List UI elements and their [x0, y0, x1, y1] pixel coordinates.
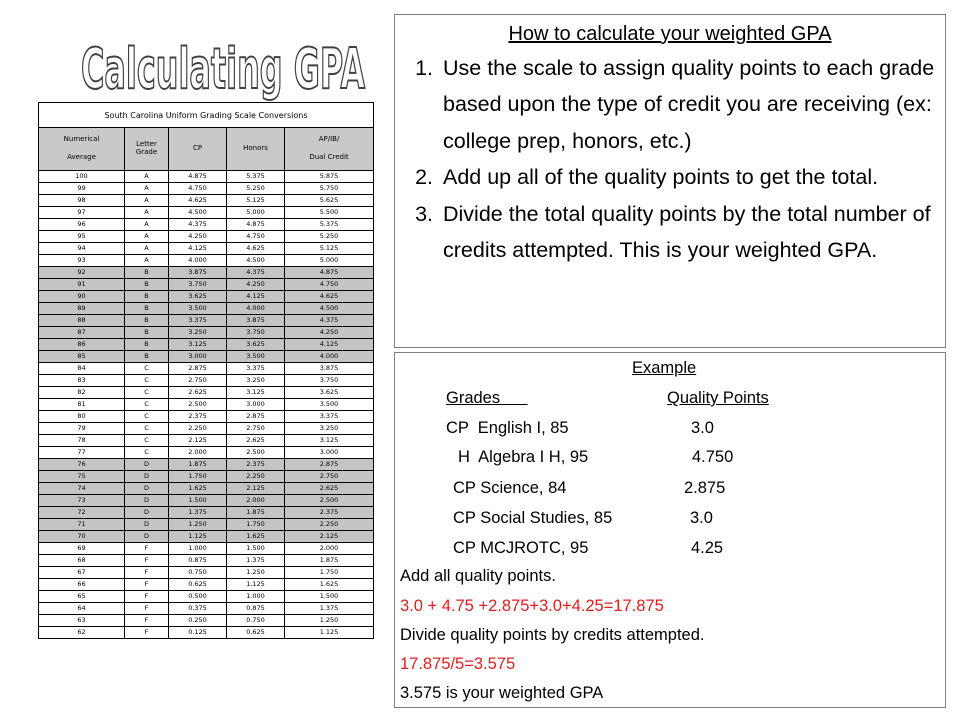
table-row — [39, 315, 374, 327]
cell-honors: 2.000 — [227, 495, 285, 507]
cell-ap: 2.500 — [285, 495, 374, 507]
table-row — [39, 531, 374, 543]
cell-numerical: 73 — [39, 495, 125, 507]
example-course: CP English I, 85 — [446, 419, 569, 437]
cell-ap: 4.625 — [285, 291, 374, 303]
cell-numerical: 99 — [39, 183, 125, 195]
example-course: CP Social Studies, 85 — [453, 509, 613, 527]
cell-letter: F — [125, 591, 169, 603]
cell-ap: 1.875 — [285, 555, 374, 567]
header-ap-dual — [285, 128, 374, 171]
cell-numerical: 95 — [39, 231, 125, 243]
cell-letter: B — [125, 315, 169, 327]
table-row — [39, 351, 374, 363]
cell-honors: 4.875 — [227, 219, 285, 231]
cell-ap: 1.500 — [285, 591, 374, 603]
cell-ap: 5.125 — [285, 243, 374, 255]
cell-numerical: 72 — [39, 507, 125, 519]
cell-letter: D — [125, 507, 169, 519]
cell-numerical: 76 — [39, 459, 125, 471]
table-row — [39, 171, 374, 183]
header-letter-grade — [125, 128, 169, 171]
cell-cp: 4.125 — [169, 243, 227, 255]
table-caption: South Carolina Uniform Grading Scale Conversions — [39, 103, 374, 128]
table-row — [39, 243, 374, 255]
cell-cp: 1.625 — [169, 483, 227, 495]
grading-scale-table-wrap — [38, 102, 373, 707]
cell-numerical: 71 — [39, 519, 125, 531]
cell-numerical: 66 — [39, 579, 125, 591]
table-row — [39, 423, 374, 435]
cell-numerical: 85 — [39, 351, 125, 363]
cell-letter: F — [125, 555, 169, 567]
example-course: H Algebra I H, 95 — [458, 448, 589, 466]
cell-ap: 2.750 — [285, 471, 374, 483]
cell-letter: F — [125, 579, 169, 591]
cell-cp: 1.750 — [169, 471, 227, 483]
example-divide-text: Divide quality points by credits attempted. — [400, 626, 705, 644]
table-row — [39, 363, 374, 375]
table-row — [39, 399, 374, 411]
cell-letter: A — [125, 171, 169, 183]
cell-cp: 4.750 — [169, 183, 227, 195]
cell-numerical: 65 — [39, 591, 125, 603]
cell-honors: 2.500 — [227, 447, 285, 459]
cell-cp: 3.750 — [169, 279, 227, 291]
howto-step: 1. Use the scale to assign quality points to each grade based upon the type of credit you are receiving (ex: college prep, honors, etc.) — [439, 50, 945, 159]
cell-letter: A — [125, 255, 169, 267]
cell-numerical: 100 — [39, 171, 125, 183]
header-ap-line2: Dual Credit — [309, 153, 349, 161]
cell-cp: 3.375 — [169, 315, 227, 327]
cell-letter: C — [125, 399, 169, 411]
table-row — [39, 519, 374, 531]
cell-honors: 1.875 — [227, 507, 285, 519]
cell-honors: 5.250 — [227, 183, 285, 195]
table-row — [39, 327, 374, 339]
cell-numerical: 75 — [39, 471, 125, 483]
cell-letter: B — [125, 291, 169, 303]
example-points: 3.0 — [691, 419, 714, 437]
cell-honors: 4.625 — [227, 243, 285, 255]
cell-honors: 4.750 — [227, 231, 285, 243]
cell-honors: 5.000 — [227, 207, 285, 219]
header-letter-label: Letter Grade — [135, 140, 158, 156]
cell-cp: 2.500 — [169, 399, 227, 411]
table-row — [39, 471, 374, 483]
cell-letter: C — [125, 375, 169, 387]
example-result: 3.575 is your weighted GPA — [400, 684, 604, 702]
cell-ap: 2.375 — [285, 507, 374, 519]
cell-letter: F — [125, 567, 169, 579]
table-row — [39, 567, 374, 579]
cell-numerical: 78 — [39, 435, 125, 447]
example-col-grades — [446, 389, 528, 408]
cell-ap: 5.000 — [285, 255, 374, 267]
cell-ap: 5.875 — [285, 171, 374, 183]
cell-ap: 2.125 — [285, 531, 374, 543]
cell-letter: C — [125, 387, 169, 399]
cell-ap: 4.000 — [285, 351, 374, 363]
cell-ap: 4.875 — [285, 267, 374, 279]
example-divide-calc: 17.875/5=3.575 — [400, 655, 516, 673]
table-row — [39, 291, 374, 303]
cell-honors: 1.125 — [227, 579, 285, 591]
header-cp: CP — [169, 128, 227, 171]
cell-numerical: 94 — [39, 243, 125, 255]
table-row — [39, 195, 374, 207]
cell-honors: 1.250 — [227, 567, 285, 579]
header-honors: Honors — [227, 128, 285, 171]
cell-numerical: 83 — [39, 375, 125, 387]
cell-letter: F — [125, 627, 169, 639]
cell-cp: 2.750 — [169, 375, 227, 387]
example-course: CP MCJROTC, 95 — [453, 539, 589, 557]
cell-cp: 4.625 — [169, 195, 227, 207]
cell-cp: 2.375 — [169, 411, 227, 423]
page-title — [78, 26, 368, 106]
cell-honors: 5.375 — [227, 171, 285, 183]
cell-ap: 3.750 — [285, 375, 374, 387]
cell-letter: C — [125, 435, 169, 447]
example-points: 2.875 — [684, 479, 726, 497]
cell-cp: 0.375 — [169, 603, 227, 615]
cell-letter: B — [125, 351, 169, 363]
cell-ap: 2.875 — [285, 459, 374, 471]
cell-numerical: 81 — [39, 399, 125, 411]
example-add-calc: 3.0 + 4.75 +2.875+3.0+4.25=17.875 — [400, 597, 664, 615]
cell-cp: 4.250 — [169, 231, 227, 243]
cell-ap: 1.125 — [285, 627, 374, 639]
cell-numerical: 63 — [39, 615, 125, 627]
cell-ap: 5.375 — [285, 219, 374, 231]
table-row — [39, 375, 374, 387]
cell-ap: 3.500 — [285, 399, 374, 411]
table-row — [39, 507, 374, 519]
cell-honors: 2.625 — [227, 435, 285, 447]
table-row — [39, 255, 374, 267]
table-row — [39, 627, 374, 639]
example-add-text: Add all quality points. — [400, 567, 556, 585]
page-title-text: Calculating GPA — [81, 37, 366, 102]
cell-cp: 0.750 — [169, 567, 227, 579]
cell-cp: 0.500 — [169, 591, 227, 603]
example-heading: Example — [632, 359, 697, 377]
table-row — [39, 543, 374, 555]
cell-cp: 3.125 — [169, 339, 227, 351]
cell-numerical: 80 — [39, 411, 125, 423]
cell-cp: 2.000 — [169, 447, 227, 459]
cell-honors: 1.625 — [227, 531, 285, 543]
table-row — [39, 615, 374, 627]
cell-ap: 5.500 — [285, 207, 374, 219]
example-course: CP Science, 84 — [453, 479, 567, 497]
howto-step: 2. Add up all of the quality points to get the total. — [439, 159, 945, 195]
table-row — [39, 387, 374, 399]
cell-ap: 3.125 — [285, 435, 374, 447]
table-row — [39, 459, 374, 471]
cell-honors: 1.000 — [227, 591, 285, 603]
cell-numerical: 92 — [39, 267, 125, 279]
cell-ap: 4.250 — [285, 327, 374, 339]
cell-numerical: 67 — [39, 567, 125, 579]
cell-honors: 3.000 — [227, 399, 285, 411]
cell-cp: 4.875 — [169, 171, 227, 183]
howto-step: 3. Divide the total quality points by the total number of credits attempted. This is your weighted GPA. — [439, 196, 945, 269]
table-row — [39, 591, 374, 603]
cell-letter: C — [125, 423, 169, 435]
cell-ap: 3.000 — [285, 447, 374, 459]
howto-heading: How to calculate your weighted GPA — [508, 23, 832, 45]
cell-numerical: 70 — [39, 531, 125, 543]
cell-honors: 0.750 — [227, 615, 285, 627]
example-points: 3.0 — [690, 509, 713, 527]
table-row — [39, 555, 374, 567]
cell-numerical: 86 — [39, 339, 125, 351]
cell-cp: 2.875 — [169, 363, 227, 375]
cell-letter: B — [125, 339, 169, 351]
cell-ap: 3.375 — [285, 411, 374, 423]
cell-numerical: 64 — [39, 603, 125, 615]
cell-numerical: 97 — [39, 207, 125, 219]
cell-honors: 4.500 — [227, 255, 285, 267]
cell-letter: B — [125, 303, 169, 315]
cell-honors: 4.375 — [227, 267, 285, 279]
cell-letter: D — [125, 459, 169, 471]
cell-cp: 1.125 — [169, 531, 227, 543]
cell-cp: 3.250 — [169, 327, 227, 339]
cell-ap: 3.875 — [285, 363, 374, 375]
howto-panel — [394, 14, 946, 348]
cell-ap: 4.125 — [285, 339, 374, 351]
cell-cp: 3.000 — [169, 351, 227, 363]
cell-numerical: 69 — [39, 543, 125, 555]
table-row — [39, 183, 374, 195]
table-row — [39, 435, 374, 447]
cell-cp: 0.625 — [169, 579, 227, 591]
cell-ap: 4.500 — [285, 303, 374, 315]
cell-letter: C — [125, 411, 169, 423]
cell-letter: A — [125, 231, 169, 243]
table-row — [39, 219, 374, 231]
table-row — [39, 207, 374, 219]
cell-honors: 4.250 — [227, 279, 285, 291]
cell-honors: 0.625 — [227, 627, 285, 639]
cell-cp: 1.250 — [169, 519, 227, 531]
cell-ap: 1.375 — [285, 603, 374, 615]
table-row — [39, 267, 374, 279]
cell-letter: D — [125, 519, 169, 531]
cell-honors: 3.750 — [227, 327, 285, 339]
cell-letter: A — [125, 195, 169, 207]
cell-cp: 1.000 — [169, 543, 227, 555]
cell-cp: 3.500 — [169, 303, 227, 315]
cell-honors: 2.875 — [227, 411, 285, 423]
cell-cp: 0.250 — [169, 615, 227, 627]
example-col-points: Quality Points — [667, 389, 769, 407]
cell-ap: 2.000 — [285, 543, 374, 555]
cell-numerical: 90 — [39, 291, 125, 303]
grading-scale-body — [39, 171, 374, 639]
cell-numerical: 68 — [39, 555, 125, 567]
header-numerical-line2: Average — [67, 153, 96, 161]
cell-ap: 1.625 — [285, 579, 374, 591]
cell-honors: 5.125 — [227, 195, 285, 207]
cell-honors: 4.125 — [227, 291, 285, 303]
table-row — [39, 603, 374, 615]
cell-honors: 3.375 — [227, 363, 285, 375]
cell-letter: A — [125, 183, 169, 195]
cell-numerical: 91 — [39, 279, 125, 291]
cell-cp: 1.500 — [169, 495, 227, 507]
cell-letter: D — [125, 531, 169, 543]
cell-honors: 3.875 — [227, 315, 285, 327]
cell-honors: 1.500 — [227, 543, 285, 555]
cell-honors: 1.375 — [227, 555, 285, 567]
cell-cp: 0.125 — [169, 627, 227, 639]
header-ap-line1: AP/IB/ — [318, 135, 340, 144]
cell-numerical: 62 — [39, 627, 125, 639]
cell-numerical: 82 — [39, 387, 125, 399]
cell-numerical: 93 — [39, 255, 125, 267]
cell-honors: 3.625 — [227, 339, 285, 351]
cell-numerical: 89 — [39, 303, 125, 315]
cell-honors: 2.125 — [227, 483, 285, 495]
cell-letter: B — [125, 267, 169, 279]
cell-numerical: 98 — [39, 195, 125, 207]
table-row — [39, 495, 374, 507]
howto-steps — [395, 50, 945, 268]
cell-cp: 4.000 — [169, 255, 227, 267]
cell-numerical: 88 — [39, 315, 125, 327]
cell-letter: B — [125, 327, 169, 339]
cell-ap: 4.375 — [285, 315, 374, 327]
table-row — [39, 447, 374, 459]
cell-numerical: 84 — [39, 363, 125, 375]
cell-letter: D — [125, 483, 169, 495]
cell-letter: B — [125, 279, 169, 291]
table-row — [39, 279, 374, 291]
cell-ap: 5.625 — [285, 195, 374, 207]
cell-honors: 1.750 — [227, 519, 285, 531]
header-numerical-line1: Numerical — [63, 135, 100, 144]
cell-honors: 2.250 — [227, 471, 285, 483]
cell-numerical: 74 — [39, 483, 125, 495]
cell-honors: 3.125 — [227, 387, 285, 399]
cell-ap: 1.250 — [285, 615, 374, 627]
cell-ap: 2.250 — [285, 519, 374, 531]
cell-letter: C — [125, 447, 169, 459]
grading-scale-table — [38, 102, 374, 639]
example-points: 4.750 — [692, 448, 734, 466]
example-points: 4.25 — [691, 539, 724, 557]
cell-cp: 1.375 — [169, 507, 227, 519]
cell-ap: 4.750 — [285, 279, 374, 291]
cell-honors: 2.375 — [227, 459, 285, 471]
cell-letter: F — [125, 603, 169, 615]
cell-cp: 2.250 — [169, 423, 227, 435]
cell-honors: 2.750 — [227, 423, 285, 435]
cell-numerical: 87 — [39, 327, 125, 339]
cell-ap: 3.250 — [285, 423, 374, 435]
table-row — [39, 483, 374, 495]
cell-ap: 3.625 — [285, 387, 374, 399]
cell-honors: 4.000 — [227, 303, 285, 315]
cell-honors: 3.500 — [227, 351, 285, 363]
cell-cp: 1.875 — [169, 459, 227, 471]
cell-ap: 5.750 — [285, 183, 374, 195]
cell-ap: 1.750 — [285, 567, 374, 579]
cell-honors: 3.250 — [227, 375, 285, 387]
cell-cp: 3.625 — [169, 291, 227, 303]
cell-letter: C — [125, 363, 169, 375]
page-title-graphic — [78, 26, 368, 106]
table-row — [39, 339, 374, 351]
cell-letter: D — [125, 495, 169, 507]
cell-cp: 0.875 — [169, 555, 227, 567]
table-row — [39, 303, 374, 315]
header-numerical-average — [39, 128, 125, 171]
cell-letter: F — [125, 615, 169, 627]
cell-letter: A — [125, 219, 169, 231]
cell-numerical: 79 — [39, 423, 125, 435]
table-row — [39, 411, 374, 423]
cell-numerical: 77 — [39, 447, 125, 459]
cell-honors: 0.875 — [227, 603, 285, 615]
cell-ap: 5.250 — [285, 231, 374, 243]
cell-ap: 2.625 — [285, 483, 374, 495]
example-panel — [394, 352, 946, 708]
cell-letter: A — [125, 243, 169, 255]
cell-cp: 4.375 — [169, 219, 227, 231]
cell-cp: 3.875 — [169, 267, 227, 279]
cell-cp: 2.625 — [169, 387, 227, 399]
table-row — [39, 231, 374, 243]
cell-letter: A — [125, 207, 169, 219]
cell-numerical: 96 — [39, 219, 125, 231]
cell-letter: D — [125, 471, 169, 483]
table-row — [39, 579, 374, 591]
cell-cp: 4.500 — [169, 207, 227, 219]
cell-cp: 2.125 — [169, 435, 227, 447]
cell-letter: F — [125, 543, 169, 555]
example-col-grades-label: Grades — [446, 389, 501, 407]
